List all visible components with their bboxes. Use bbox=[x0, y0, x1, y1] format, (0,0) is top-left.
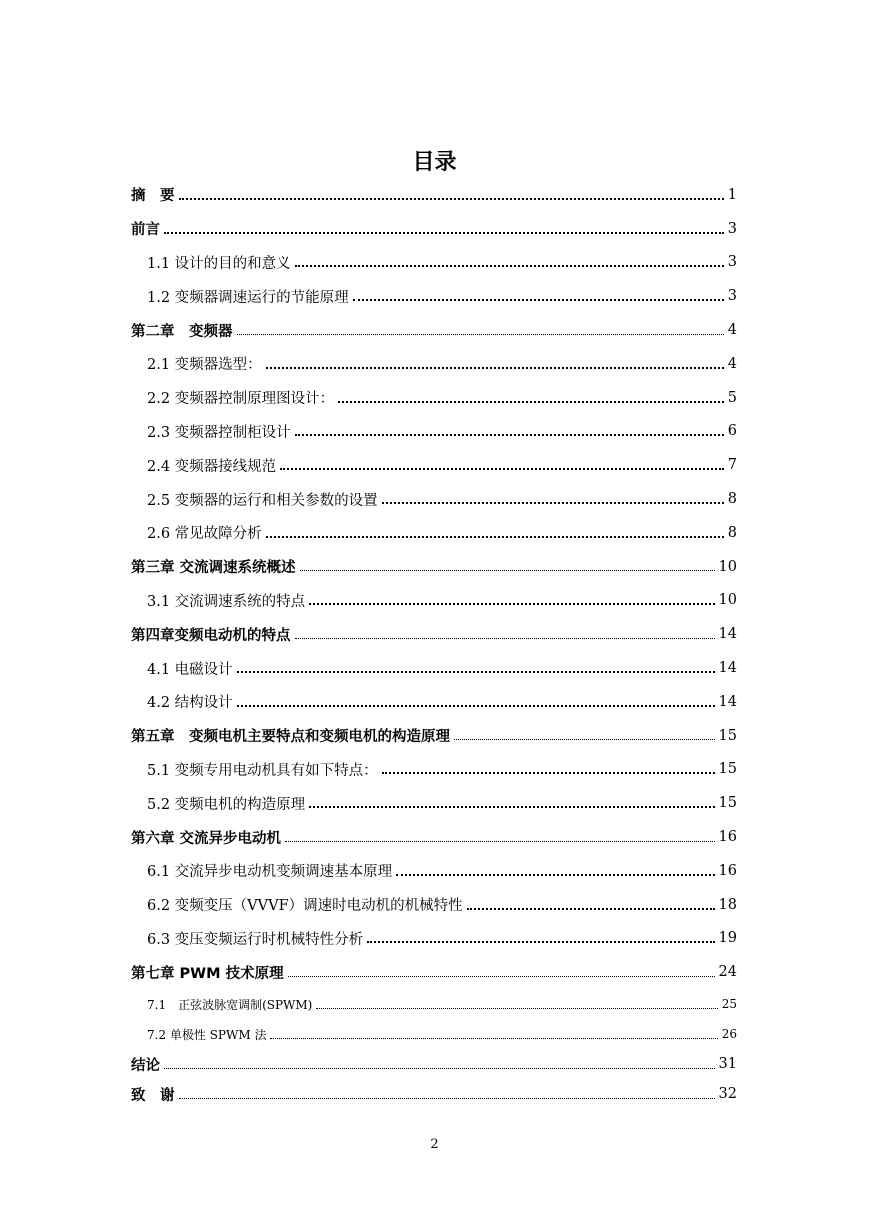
toc-leader bbox=[454, 739, 715, 740]
toc-entry[interactable] bbox=[131, 1019, 737, 1049]
toc-entry[interactable] bbox=[131, 820, 737, 854]
toc-leader bbox=[179, 1098, 715, 1099]
toc-entry[interactable] bbox=[131, 685, 737, 719]
toc-leader bbox=[295, 265, 724, 267]
toc-entry-page: 8 bbox=[727, 491, 737, 508]
toc-leader bbox=[309, 806, 714, 808]
toc-entry[interactable] bbox=[131, 212, 737, 246]
toc-entry[interactable] bbox=[131, 550, 737, 584]
toc-entry[interactable] bbox=[131, 989, 737, 1019]
toc-entry-page: 15 bbox=[718, 795, 737, 812]
toc-entry-label: 6.2 变频变压（VVVF）调速时电动机的机械特性 bbox=[147, 898, 463, 915]
toc-leader bbox=[179, 198, 724, 200]
toc-entry[interactable] bbox=[131, 922, 737, 956]
toc-leader bbox=[280, 468, 724, 470]
toc-entry-page: 16 bbox=[718, 829, 737, 846]
toc-entry-label: 2.3 变频器控制柜设计 bbox=[147, 424, 291, 441]
toc-entry[interactable] bbox=[131, 753, 737, 787]
toc-entry-page: 32 bbox=[718, 1086, 737, 1103]
toc-entry-page: 31 bbox=[718, 1056, 737, 1073]
toc-entry[interactable] bbox=[131, 246, 737, 280]
toc-entry-label: 5.1 变频专用电动机具有如下特点： bbox=[147, 762, 378, 779]
toc-entry-page: 14 bbox=[718, 660, 737, 677]
toc-leader bbox=[237, 334, 724, 335]
toc-leader bbox=[309, 603, 714, 605]
toc-entry-page: 16 bbox=[718, 862, 737, 879]
toc-entry-label: 5.2 变频电机的构造原理 bbox=[147, 796, 306, 813]
toc-entry[interactable] bbox=[131, 516, 737, 550]
toc-leader bbox=[382, 772, 715, 774]
toc-entry[interactable] bbox=[131, 178, 737, 212]
toc-entry-page: 6 bbox=[727, 423, 737, 440]
toc-entry-page: 26 bbox=[721, 1027, 737, 1042]
toc-entry[interactable] bbox=[131, 1079, 737, 1109]
toc-entry-page: 5 bbox=[727, 389, 737, 406]
toc-entry[interactable] bbox=[131, 955, 737, 989]
toc-entry-label: 7.2 单极性 SPWM 法 bbox=[147, 1027, 267, 1042]
toc-leader bbox=[237, 671, 715, 673]
table-of-contents bbox=[131, 178, 737, 1109]
toc-entry-label: 第六章 交流异步电动机 bbox=[131, 830, 282, 847]
toc-entry-page: 4 bbox=[727, 355, 737, 372]
toc-leader bbox=[164, 232, 724, 234]
toc-entry-label: 摘 要 bbox=[131, 188, 175, 205]
toc-entry-page: 3 bbox=[727, 288, 737, 305]
toc-leader bbox=[382, 502, 724, 504]
toc-leader bbox=[266, 367, 724, 369]
toc-entry-label: 结论 bbox=[131, 1057, 160, 1074]
footer-page-number: 2 bbox=[430, 1137, 439, 1152]
toc-entry-label: 4.2 结构设计 bbox=[147, 695, 233, 712]
toc-entry[interactable] bbox=[131, 482, 737, 516]
toc-leader bbox=[237, 705, 715, 707]
toc-entry-label: 1.2 变频器调速运行的节能原理 bbox=[147, 289, 349, 306]
toc-entry[interactable] bbox=[131, 719, 737, 753]
toc-entry-label: 2.6 常见故障分析 bbox=[147, 526, 262, 543]
toc-entry-label: 2.5 变频器的运行和相关参数的设置 bbox=[147, 492, 378, 509]
toc-entry[interactable] bbox=[131, 584, 737, 618]
toc-leader bbox=[295, 638, 715, 639]
toc-entry-page: 3 bbox=[727, 220, 737, 237]
toc-entry-label: 4.1 电磁设计 bbox=[147, 661, 233, 678]
toc-entry-label: 3.1 交流调速系统的特点 bbox=[147, 593, 306, 610]
toc-entry-page: 4 bbox=[727, 322, 737, 339]
toc-leader bbox=[295, 434, 724, 436]
toc-entry-page: 14 bbox=[718, 626, 737, 643]
toc-entry-label: 前言 bbox=[131, 222, 160, 239]
toc-entry-page: 8 bbox=[727, 524, 737, 541]
toc-entry[interactable] bbox=[131, 415, 737, 449]
toc-entry-page: 18 bbox=[718, 896, 737, 913]
toc-entry-label: 2.1 变频器选型： bbox=[147, 357, 262, 374]
toc-entry-page: 10 bbox=[718, 558, 737, 575]
toc-entry-page: 3 bbox=[727, 254, 737, 271]
toc-entry[interactable] bbox=[131, 448, 737, 482]
toc-entry-label: 致 谢 bbox=[131, 1087, 175, 1104]
toc-entry-label: 2.2 变频器控制原理图设计： bbox=[147, 391, 335, 408]
toc-entry-label: 1.1 设计的目的和意义 bbox=[147, 255, 291, 272]
toc-entry-page: 15 bbox=[718, 727, 737, 744]
toc-entry[interactable] bbox=[131, 347, 737, 381]
toc-entry-label: 7.1 正弦波脉宽调制(SPWM) bbox=[147, 997, 313, 1012]
toc-leader bbox=[300, 570, 715, 571]
toc-entry[interactable] bbox=[131, 1049, 737, 1079]
toc-entry-label: 第三章 交流调速系统概述 bbox=[131, 560, 296, 577]
toc-entry-label: 6.3 变压变频运行时机械特性分析 bbox=[147, 931, 364, 948]
toc-entry[interactable] bbox=[131, 617, 737, 651]
toc-leader bbox=[467, 908, 715, 910]
toc-entry-page: 25 bbox=[721, 997, 737, 1012]
toc-entry[interactable] bbox=[131, 888, 737, 922]
toc-leader bbox=[353, 299, 724, 301]
toc-entry-label: 第七章 PWM 技术原理 bbox=[131, 965, 284, 982]
toc-leader bbox=[396, 874, 714, 876]
toc-entry-label: 第五章 变频电机主要特点和变频电机的构造原理 bbox=[131, 729, 450, 746]
page-title: 目录 bbox=[412, 150, 457, 175]
toc-entry[interactable] bbox=[131, 786, 737, 820]
toc-entry-label: 6.1 交流异步电动机变频调速基本原理 bbox=[147, 864, 393, 881]
toc-entry-page: 15 bbox=[718, 761, 737, 778]
toc-entry-page: 19 bbox=[718, 930, 737, 947]
toc-entry-page: 24 bbox=[718, 964, 737, 981]
toc-leader bbox=[338, 401, 724, 403]
toc-leader bbox=[288, 976, 715, 977]
toc-entry-page: 14 bbox=[718, 693, 737, 710]
toc-leader bbox=[164, 1068, 715, 1069]
toc-leader bbox=[285, 841, 714, 842]
toc-leader bbox=[367, 941, 714, 943]
toc-entry-label: 第二章 变频器 bbox=[131, 323, 233, 340]
toc-leader bbox=[270, 1038, 717, 1039]
toc-entry-page: 1 bbox=[727, 186, 737, 203]
toc-entry-label: 2.4 变频器接线规范 bbox=[147, 458, 277, 475]
toc-entry-page: 10 bbox=[718, 592, 737, 609]
toc-entry-label: 第四章变频电动机的特点 bbox=[131, 627, 291, 644]
toc-leader bbox=[266, 536, 724, 538]
toc-entry[interactable] bbox=[131, 651, 737, 685]
toc-leader bbox=[316, 1008, 717, 1009]
toc-entry[interactable] bbox=[131, 313, 737, 347]
toc-entry[interactable] bbox=[131, 279, 737, 313]
toc-entry-page: 7 bbox=[727, 457, 737, 474]
toc-entry[interactable] bbox=[131, 381, 737, 415]
toc-entry[interactable] bbox=[131, 854, 737, 888]
